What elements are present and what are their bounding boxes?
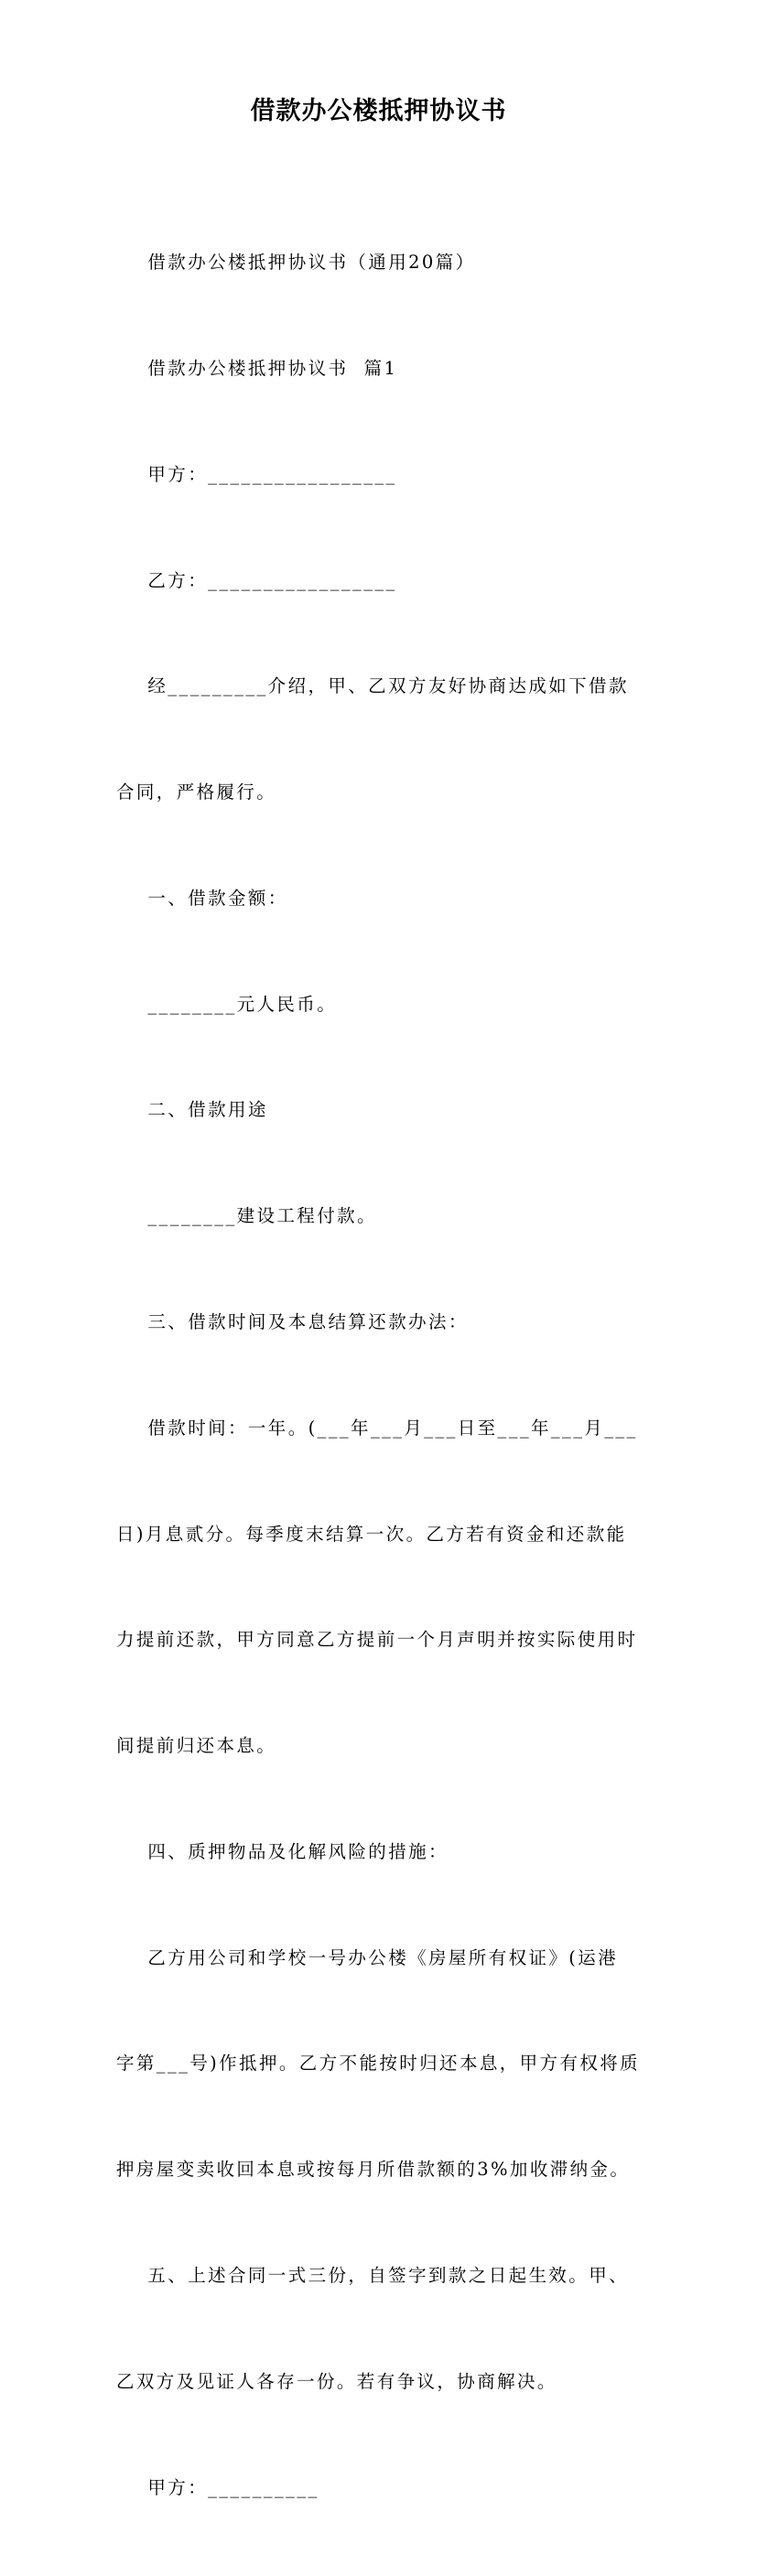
body-line-clause-3-text: 力提前还款，甲方同意乙方提前一个月声明并按实际使用时 — [116, 1629, 638, 1651]
body-line-clause-1-amount: ________元人民币。 — [116, 993, 338, 1015]
body-line-clause-4-text: 乙方用公司和学校一号办公楼《房屋所有权证》(运港 — [116, 1946, 619, 1968]
body-line-clause-5-text: 五、上述合同一式三份，自签字到款之日起生效。甲、 — [116, 2265, 629, 2287]
body-line-clause-2-purpose: ________建设工程付款。 — [116, 1205, 377, 1227]
body-line-clause-4-text: 押房屋变卖收回本息或按每月所借款额的3%加收滞纳金。 — [116, 2159, 631, 2181]
body-line-clause-3-text: 间提前归还本息。 — [116, 1735, 277, 1757]
body-line-clause-4-heading: 四、质押物品及化解风险的措施： — [116, 1840, 449, 1862]
body-line-clause-2-heading: 二、借款用途 — [116, 1099, 268, 1121]
body-line-intro: 经_________介绍，甲、乙双方友好协商达成如下借款 — [116, 675, 629, 697]
document-body — [116, 175, 658, 2576]
body-line-clause-5-text: 乙双方及见证人各存一份。若有争议，协商解决。 — [116, 2370, 557, 2392]
body-line-signature-party-a: 甲方：__________ — [116, 2476, 319, 2498]
body-line-section-heading: 借款办公楼抵押协议书 篇1 — [116, 357, 398, 379]
body-line-clause-4-text: 字第___号)作抵押。乙方不能按时归还本息，甲方有权将质 — [116, 2053, 641, 2075]
body-line-intro-cont: 合同，严格履行。 — [116, 781, 277, 803]
body-line-clause-3-heading: 三、借款时间及本息结算还款办法： — [116, 1311, 469, 1332]
body-line-clause-1-heading: 一、借款金额： — [116, 887, 288, 909]
body-line-party-a: 甲方：_________________ — [116, 463, 397, 485]
document-title: 借款办公楼抵押协议书 — [250, 97, 507, 125]
body-line-clause-3-text: 日)月息贰分。每季度末结算一次。乙方若有资金和还款能 — [116, 1523, 627, 1545]
body-line-party-b: 乙方：_________________ — [116, 569, 397, 591]
body-line-clause-3-text: 借款时间：一年。(___年___月___日至___年___月___ — [116, 1417, 638, 1439]
body-line-subtitle: 借款办公楼抵押协议书（通用20篇） — [116, 252, 476, 274]
